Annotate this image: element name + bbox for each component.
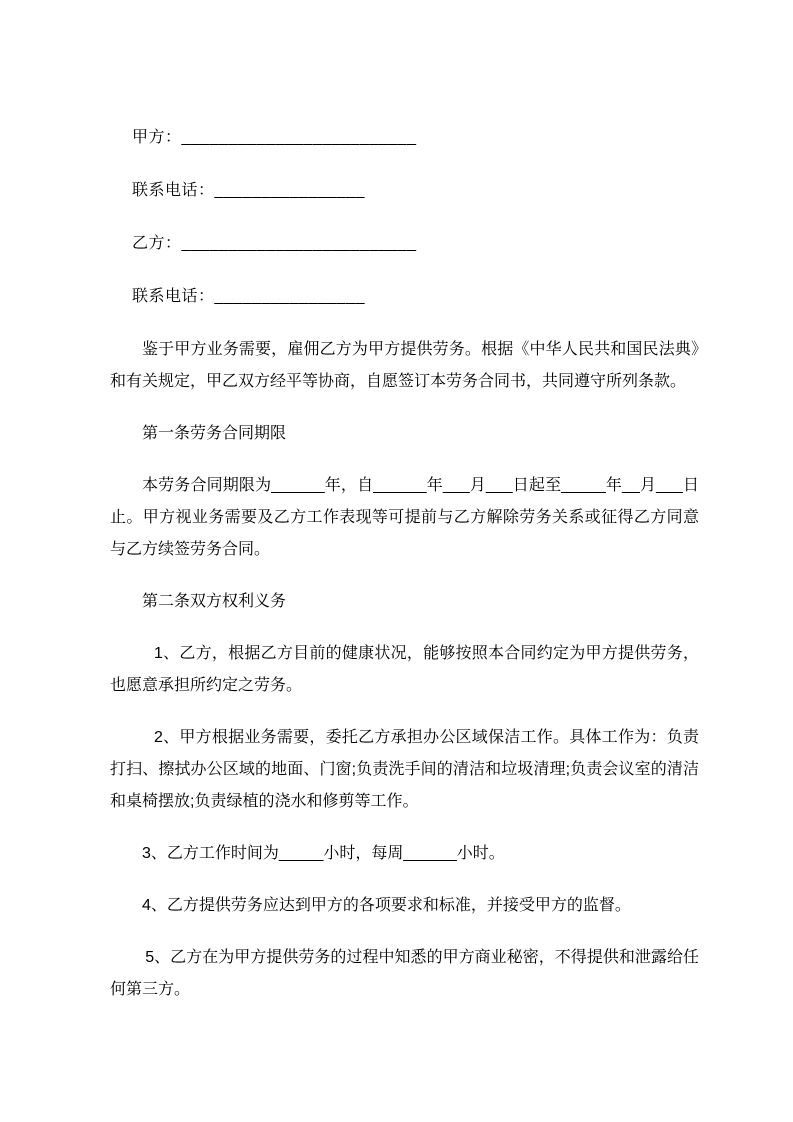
article-2-item-5: 5、乙方在为甲方提供劳务的过程中知悉的甲方商业秘密，不得提供和泄露给任何第三方。	[110, 949, 699, 998]
field-party-a: 甲方：_________________________	[132, 129, 417, 146]
field-phone-b: 联系电话：________________	[132, 288, 365, 305]
article-2-item-2: 2、甲方根据业务需要，委托乙方承担办公区域保洁工作。具体工作为：负责打扫、擦拭办公区域的地面、门窗;负责洗手间的清洁和垃圾清理;负责会议室的清洁和桌椅摆放;负责绿植的浇水和修剪等工作。	[110, 729, 699, 810]
article-2-item-1: 1、乙方，根据乙方目前的健康状况，能够按照本合同约定为甲方提供劳务，也愿意承担所约定之劳务。	[110, 645, 699, 694]
article-2-item-3: 3、乙方工作时间为_____小时，每周______小时。	[142, 845, 505, 862]
field-phone-a: 联系电话：________________	[132, 182, 365, 199]
intro-paragraph: 鉴于甲方业务需要，雇佣乙方为甲方提供劳务。根据《中华人民共和国民法典》和有关规定，甲乙双方经平等协商，自愿签订本劳务合同书，共同遵守所列条款。	[110, 341, 699, 390]
field-party-b: 乙方：_________________________	[132, 235, 417, 252]
article-2-item-4: 4、乙方提供劳务应达到甲方的各项要求和标准，并接受甲方的监督。	[142, 897, 631, 914]
article-1-body: 本劳务合同期限为______年，自______年___月___日起至_____年__月___日止。甲方视业务需要及乙方工作表现等可提前与乙方解除劳务关系或征得乙方同意与乙方续签劳务合同。	[110, 477, 699, 558]
article-1-title: 第一条劳务合同期限	[142, 425, 287, 442]
article-2-title: 第二条双方权利义务	[142, 593, 287, 610]
